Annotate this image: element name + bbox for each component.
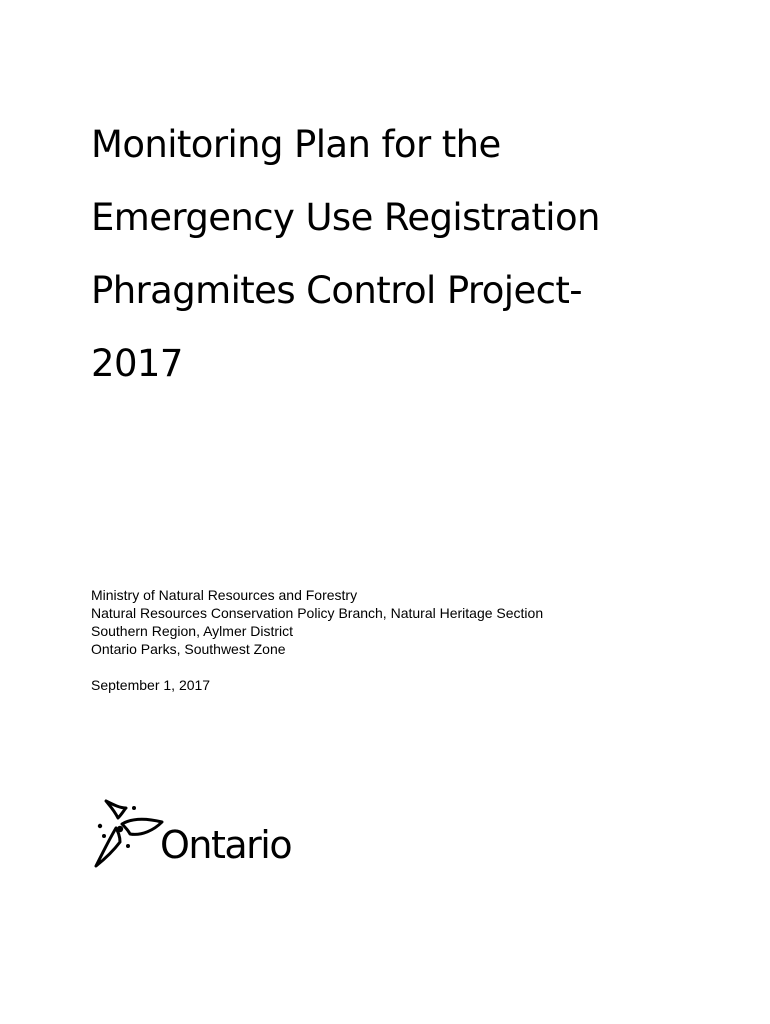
organization-zone: Ontario Parks, Southwest Zone [91, 641, 286, 657]
ontario-logo [92, 796, 322, 876]
organization-branch: Natural Resources Conservation Policy Branch, Natural Heritage Section [91, 605, 544, 621]
organization-block [91, 586, 731, 658]
document-title [91, 108, 731, 400]
title-line-1: Monitoring Plan for the [91, 123, 501, 166]
title-line-4: 2017 [91, 342, 183, 385]
organization-ministry: Ministry of Natural Resources and Forestry [91, 587, 358, 603]
ontario-wordmark: Ontario [160, 823, 292, 867]
organization-district: Southern Region, Aylmer District [91, 623, 294, 639]
title-line-2: Emergency Use Registration [91, 196, 600, 239]
title-line-3: Phragmites Control Project- [91, 269, 583, 312]
trillium-icon [92, 796, 166, 870]
document-date: September 1, 2017 [91, 677, 211, 693]
